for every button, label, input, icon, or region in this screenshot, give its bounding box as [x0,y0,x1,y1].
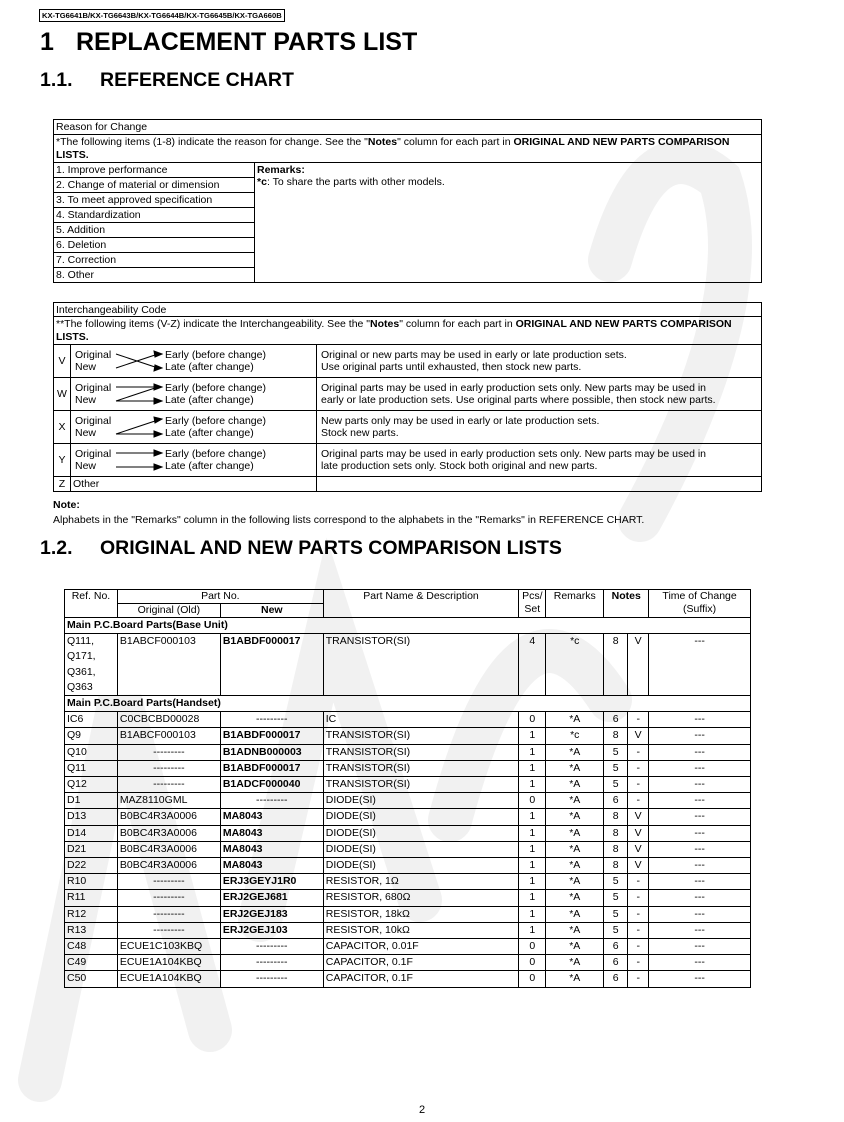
header-remarks: Remarks [546,590,604,618]
new-cell: B1ABDF000017 [220,728,323,744]
desc-line: Original parts may be used in early production sets only. New parts may be used in [321,448,706,460]
reason-item: 6. Deletion [54,238,255,253]
remarks-cell: *A [546,712,604,728]
original-cell: --------- [117,922,220,938]
remarks-cell: *A [546,825,604,841]
reason-intro-bold: Notes [367,136,398,148]
time-cell: --- [649,971,751,987]
interchange-z-empty [317,477,762,492]
code-cell: - [628,744,649,760]
remarks-cell: *A [546,955,604,971]
interchange-diagram [71,411,317,444]
header-notes: Notes [604,590,649,618]
remarks-cell: *A [546,793,604,809]
original-label: Original [75,381,112,394]
reason-intro-text2: " column for each part in [397,136,514,148]
ref-cell: R12 [65,906,118,922]
time-cell: --- [649,825,751,841]
interchange-description [317,411,762,444]
ref-cell: D21 [65,841,118,857]
new-cell: B1ABDF000017 [220,760,323,776]
remarks-key: *c [257,176,267,188]
original-cell: ECUE1A104KBQ [117,955,220,971]
ref-cell: Q10 [65,744,118,760]
desc-line: New parts only may be used in early or late production sets. [321,415,600,427]
table-row [65,874,751,890]
new-cell: --------- [220,712,323,728]
early-label: Early (before change) [165,381,266,394]
pcs-cell: 0 [519,971,546,987]
header-new: New [220,604,323,618]
model-numbers: KX-TG6641B/KX-TG6643B/KX-TG6644B/KX-TG6645B/KX-TGA660B [39,9,285,22]
table-row [65,777,751,793]
pcs-cell: 1 [519,874,546,890]
desc-line: late production sets only. Stock both original and new parts. [321,460,598,472]
reason-intro-text: *The following items (1-8) indicate the reason for change. See the " [56,136,368,148]
new-label: New [75,394,97,406]
z-arrows-icon [114,381,164,407]
header-name: Part Name & Description [323,590,519,618]
code-cell: - [628,955,649,971]
original-cell: C0CBCBD00028 [117,712,220,728]
interchange-diagram [71,444,317,477]
table-row [65,955,751,971]
table-row [65,744,751,760]
table-row [65,922,751,938]
remarks-cell: *A [546,906,604,922]
parallel-arrows-icon [114,447,164,473]
time-cell: --- [649,634,751,696]
new-cell: B1ABDF000017 [220,634,323,696]
time-cell: --- [649,809,751,825]
desc-line: Original parts may be used in early production sets only. New parts may be used in [321,382,706,394]
reason-cell: 6 [604,939,628,955]
reason-cell: 6 [604,955,628,971]
new-cell: B1ADCF000040 [220,777,323,793]
new-label: New [75,460,97,472]
original-cell: B1ABCF000103 [117,728,220,744]
name-cell: TRANSISTOR(SI) [323,760,519,776]
interchange-code: Z [54,477,71,492]
original-cell: B0BC4R3A0006 [117,858,220,874]
new-cell: --------- [220,793,323,809]
header-time [649,590,751,618]
page-title [40,28,417,57]
time-cell: --- [649,858,751,874]
ref-cell: Q12 [65,777,118,793]
interchange-code: V [54,345,71,378]
code-cell: - [628,874,649,890]
pcs-cell: 1 [519,825,546,841]
name-cell: DIODE(SI) [323,825,519,841]
remarks-label: Remarks: [257,164,305,176]
reason-item: 3. To meet approved specification [54,193,255,208]
pcs-cell: 1 [519,744,546,760]
time-cell: --- [649,922,751,938]
interchange-description [317,378,762,411]
note-label: Note: [53,499,80,511]
time-cell: --- [649,712,751,728]
interchange-intro-text2: " column for each part in [399,318,516,330]
pcs-cell: 1 [519,809,546,825]
code-cell: - [628,793,649,809]
remarks-cell: *A [546,939,604,955]
pcs-cell: 4 [519,634,546,696]
header-pcs-line: Pcs/ [522,590,543,602]
parts-comparison-table [64,589,751,988]
reason-cell: 8 [604,825,628,841]
name-cell: IC [323,712,519,728]
time-cell: --- [649,728,751,744]
reason-cell: 5 [604,744,628,760]
original-cell: --------- [117,777,220,793]
remarks-cell: *A [546,760,604,776]
name-cell: RESISTOR, 1Ω [323,874,519,890]
interchange-intro-bold: Notes [370,318,400,330]
ref-cell: D13 [65,809,118,825]
name-cell: DIODE(SI) [323,809,519,825]
time-cell: --- [649,874,751,890]
table-row [65,760,751,776]
table-row [65,809,751,825]
original-cell: --------- [117,760,220,776]
reason-item: 5. Addition [54,223,255,238]
header-time-line: Time of Change [662,590,737,602]
code-cell: - [628,922,649,938]
table-row [65,841,751,857]
table-row [65,712,751,728]
ref-cell: R10 [65,874,118,890]
pcs-cell: 0 [519,712,546,728]
interchange-code: W [54,378,71,411]
ref-cell: Q11 [65,760,118,776]
reason-cell: 5 [604,922,628,938]
code-cell: - [628,906,649,922]
code-cell: V [628,825,649,841]
name-cell: CAPACITOR, 0.1F [323,955,519,971]
original-cell: ECUE1A104KBQ [117,971,220,987]
section-title: ORIGINAL AND NEW PARTS COMPARISON LISTS [100,537,562,559]
time-cell: --- [649,906,751,922]
ref-cell: D14 [65,825,118,841]
reason-cell: 8 [604,841,628,857]
original-cell: --------- [117,906,220,922]
header-suffix-line: (Suffix) [683,603,717,615]
interchange-title: Interchangeability Code [54,303,762,317]
original-label: Original [75,447,112,460]
name-cell: TRANSISTOR(SI) [323,777,519,793]
ref-cell: Q9 [65,728,118,744]
reason-item: 8. Other [54,268,255,283]
section-row-handset: Main P.C.Board Parts(Handset) [65,696,751,712]
reason-cell: 8 [604,858,628,874]
remarks-cell: *A [546,971,604,987]
reason-intro [54,135,762,163]
time-cell: --- [649,760,751,776]
reason-cell: 8 [604,728,628,744]
table-row [65,728,751,744]
pcs-cell: 0 [519,793,546,809]
time-cell: --- [649,939,751,955]
name-cell: TRANSISTOR(SI) [323,634,519,696]
page-number: 2 [418,1104,426,1116]
interchange-intro-bold2: ORIGINAL AND NEW PARTS COMPARISON LISTS. [56,318,732,343]
time-cell: --- [649,955,751,971]
note [53,498,644,528]
early-label: Early (before change) [165,348,266,361]
original-cell: B0BC4R3A0006 [117,809,220,825]
new-cell: B1ADNB000003 [220,744,323,760]
reason-cell: 6 [604,971,628,987]
code-cell: V [628,728,649,744]
table-row [65,971,751,987]
remarks-cell [255,163,762,283]
ref-cell: IC6 [65,712,118,728]
code-cell: V [628,809,649,825]
header-part-no: Part No. [117,590,323,604]
new-cell: MA8043 [220,858,323,874]
new-cell: ERJ2GEJ183 [220,906,323,922]
interchange-row-y [54,444,762,477]
reason-cell: 5 [604,874,628,890]
new-label: New [75,427,97,439]
new-cell: MA8043 [220,841,323,857]
ref-line: Q171, [67,650,96,663]
original-cell: B0BC4R3A0006 [117,841,220,857]
pcs-cell: 1 [519,906,546,922]
interchange-diagram [71,345,317,378]
name-cell: DIODE(SI) [323,793,519,809]
pcs-cell: 1 [519,777,546,793]
interchange-row-x [54,411,762,444]
ref-line: Q111, [67,635,95,648]
time-cell: --- [649,841,751,857]
pcs-cell: 1 [519,858,546,874]
reason-cell: 8 [604,809,628,825]
new-cell: ERJ3GEYJ1R0 [220,874,323,890]
new-cell: MA8043 [220,809,323,825]
remarks-cell: *A [546,841,604,857]
ref-cell: C49 [65,955,118,971]
section-number: 1.2. [40,537,73,559]
early-label: Early (before change) [165,414,266,427]
pcs-cell: 1 [519,841,546,857]
remarks-text: : To share the parts with other models. [266,176,445,188]
code-cell: - [628,971,649,987]
ref-line: Q361, [67,665,96,678]
reason-cell: 6 [604,793,628,809]
reason-cell: 6 [604,712,628,728]
remarks-cell: *A [546,809,604,825]
name-cell: TRANSISTOR(SI) [323,728,519,744]
remarks-cell: *A [546,922,604,938]
original-cell: MAZ8110GML [117,793,220,809]
section-heading-comparison-lists [40,537,562,560]
header-pcs [519,590,546,618]
header-ref: Ref. No. [65,590,118,618]
late-label: Late (after change) [165,394,254,406]
remarks-cell: *c [546,728,604,744]
interchange-code: Y [54,444,71,477]
crossed-arrows-icon [114,348,164,374]
ref-cell: C50 [65,971,118,987]
name-cell: CAPACITOR, 0.01F [323,939,519,955]
interchange-diagram [71,378,317,411]
desc-line: early or late production sets. Use original parts where possible, then stock new parts. [321,394,716,406]
reason-cell: 5 [604,777,628,793]
section-row-base-unit: Main P.C.Board Parts(Base Unit) [65,618,751,634]
reason-for-change-table [53,119,762,283]
header-original: Original (Old) [117,604,220,618]
new-cell: MA8043 [220,825,323,841]
late-label: Late (after change) [165,427,254,439]
reason-title: Reason for Change [54,120,762,135]
time-cell: --- [649,777,751,793]
original-cell: --------- [117,890,220,906]
interchange-row-v [54,345,762,378]
reason-item: 1. Improve performance [54,163,255,178]
interchange-code: X [54,411,71,444]
name-cell: RESISTOR, 680Ω [323,890,519,906]
pcs-cell: 1 [519,760,546,776]
original-cell: --------- [117,744,220,760]
name-cell: CAPACITOR, 0.1F [323,971,519,987]
new-cell: ERJ2GEJ681 [220,890,323,906]
remarks-cell: *c [546,634,604,696]
header-set-line: Set [524,603,541,615]
ref-cell: D22 [65,858,118,874]
ref-cell: C48 [65,939,118,955]
desc-line: Use original parts until exhausted, then stock new parts. [321,361,582,373]
table-row [65,890,751,906]
name-cell: TRANSISTOR(SI) [323,744,519,760]
new-cell: --------- [220,939,323,955]
diagonal-arrows-icon [114,414,164,440]
ref-cell: R13 [65,922,118,938]
desc-line: Stock new parts. [321,427,399,439]
remarks-cell: *A [546,858,604,874]
remarks-cell: *A [546,744,604,760]
code-cell: V [628,634,649,696]
name-cell: DIODE(SI) [323,858,519,874]
code-cell: - [628,939,649,955]
pcs-cell: 1 [519,728,546,744]
table-row [65,793,751,809]
original-cell: --------- [117,874,220,890]
original-label: Original [75,414,112,427]
note-text: Alphabets in the "Remarks" column in the following lists correspond to the alphabets in the "Remarks" in REFERENCE CHART. [53,514,645,526]
code-cell: V [628,858,649,874]
name-cell: RESISTOR, 10kΩ [323,922,519,938]
table-row [65,858,751,874]
interchange-description [317,345,762,378]
time-cell: --- [649,793,751,809]
interchangeability-table [53,302,762,492]
new-cell: --------- [220,955,323,971]
reason-intro-bold2: ORIGINAL AND NEW PARTS COMPARISON LISTS. [56,136,730,161]
ref-cell: R11 [65,890,118,906]
original-label: Original [75,348,112,361]
section-heading-reference-chart [40,69,294,92]
desc-line: Original or new parts may be used in early or late production sets. [321,349,627,361]
late-label: Late (after change) [165,361,254,373]
section-title: REFERENCE CHART [100,69,294,91]
new-label: New [75,361,97,373]
table-row [65,906,751,922]
interchange-intro-text: **The following items (V-Z) indicate the Interchangeability. See the " [56,318,371,330]
name-cell: RESISTOR, 18kΩ [323,906,519,922]
remarks-cell: *A [546,777,604,793]
page-title-text: REPLACEMENT PARTS LIST [76,28,418,56]
reason-cell: 5 [604,906,628,922]
reason-item: 4. Standardization [54,208,255,223]
code-cell: - [628,890,649,906]
code-cell: - [628,760,649,776]
original-cell: B0BC4R3A0006 [117,825,220,841]
interchange-description [317,444,762,477]
reason-cell: 5 [604,760,628,776]
remarks-cell: *A [546,890,604,906]
interchange-intro [54,317,762,345]
new-cell: ERJ2GEJ103 [220,922,323,938]
new-cell: --------- [220,971,323,987]
interchange-row-w [54,378,762,411]
table-row [65,939,751,955]
page-title-number: 1 [40,28,54,56]
section-number: 1.1. [40,69,73,91]
interchange-z-text: Other [71,477,317,492]
reason-cell: 5 [604,890,628,906]
early-label: Early (before change) [165,447,266,460]
reason-cell: 8 [604,634,628,696]
pcs-cell: 0 [519,955,546,971]
original-cell: B1ABCF000103 [117,634,220,696]
pcs-cell: 0 [519,939,546,955]
code-cell: - [628,712,649,728]
time-cell: --- [649,744,751,760]
pcs-cell: 1 [519,922,546,938]
ref-cell: D1 [65,793,118,809]
interchange-row-z [54,477,762,492]
table-row [65,634,751,696]
time-cell: --- [649,890,751,906]
ref-line: Q363 [67,680,93,693]
table-row [65,825,751,841]
name-cell: DIODE(SI) [323,841,519,857]
ref-cell [65,634,118,696]
code-cell: - [628,777,649,793]
remarks-cell: *A [546,874,604,890]
reason-item: 2. Change of material or dimension [54,178,255,193]
pcs-cell: 1 [519,890,546,906]
code-cell: V [628,841,649,857]
original-cell: ECUE1C103KBQ [117,939,220,955]
late-label: Late (after change) [165,460,254,472]
reason-item: 7. Correction [54,253,255,268]
